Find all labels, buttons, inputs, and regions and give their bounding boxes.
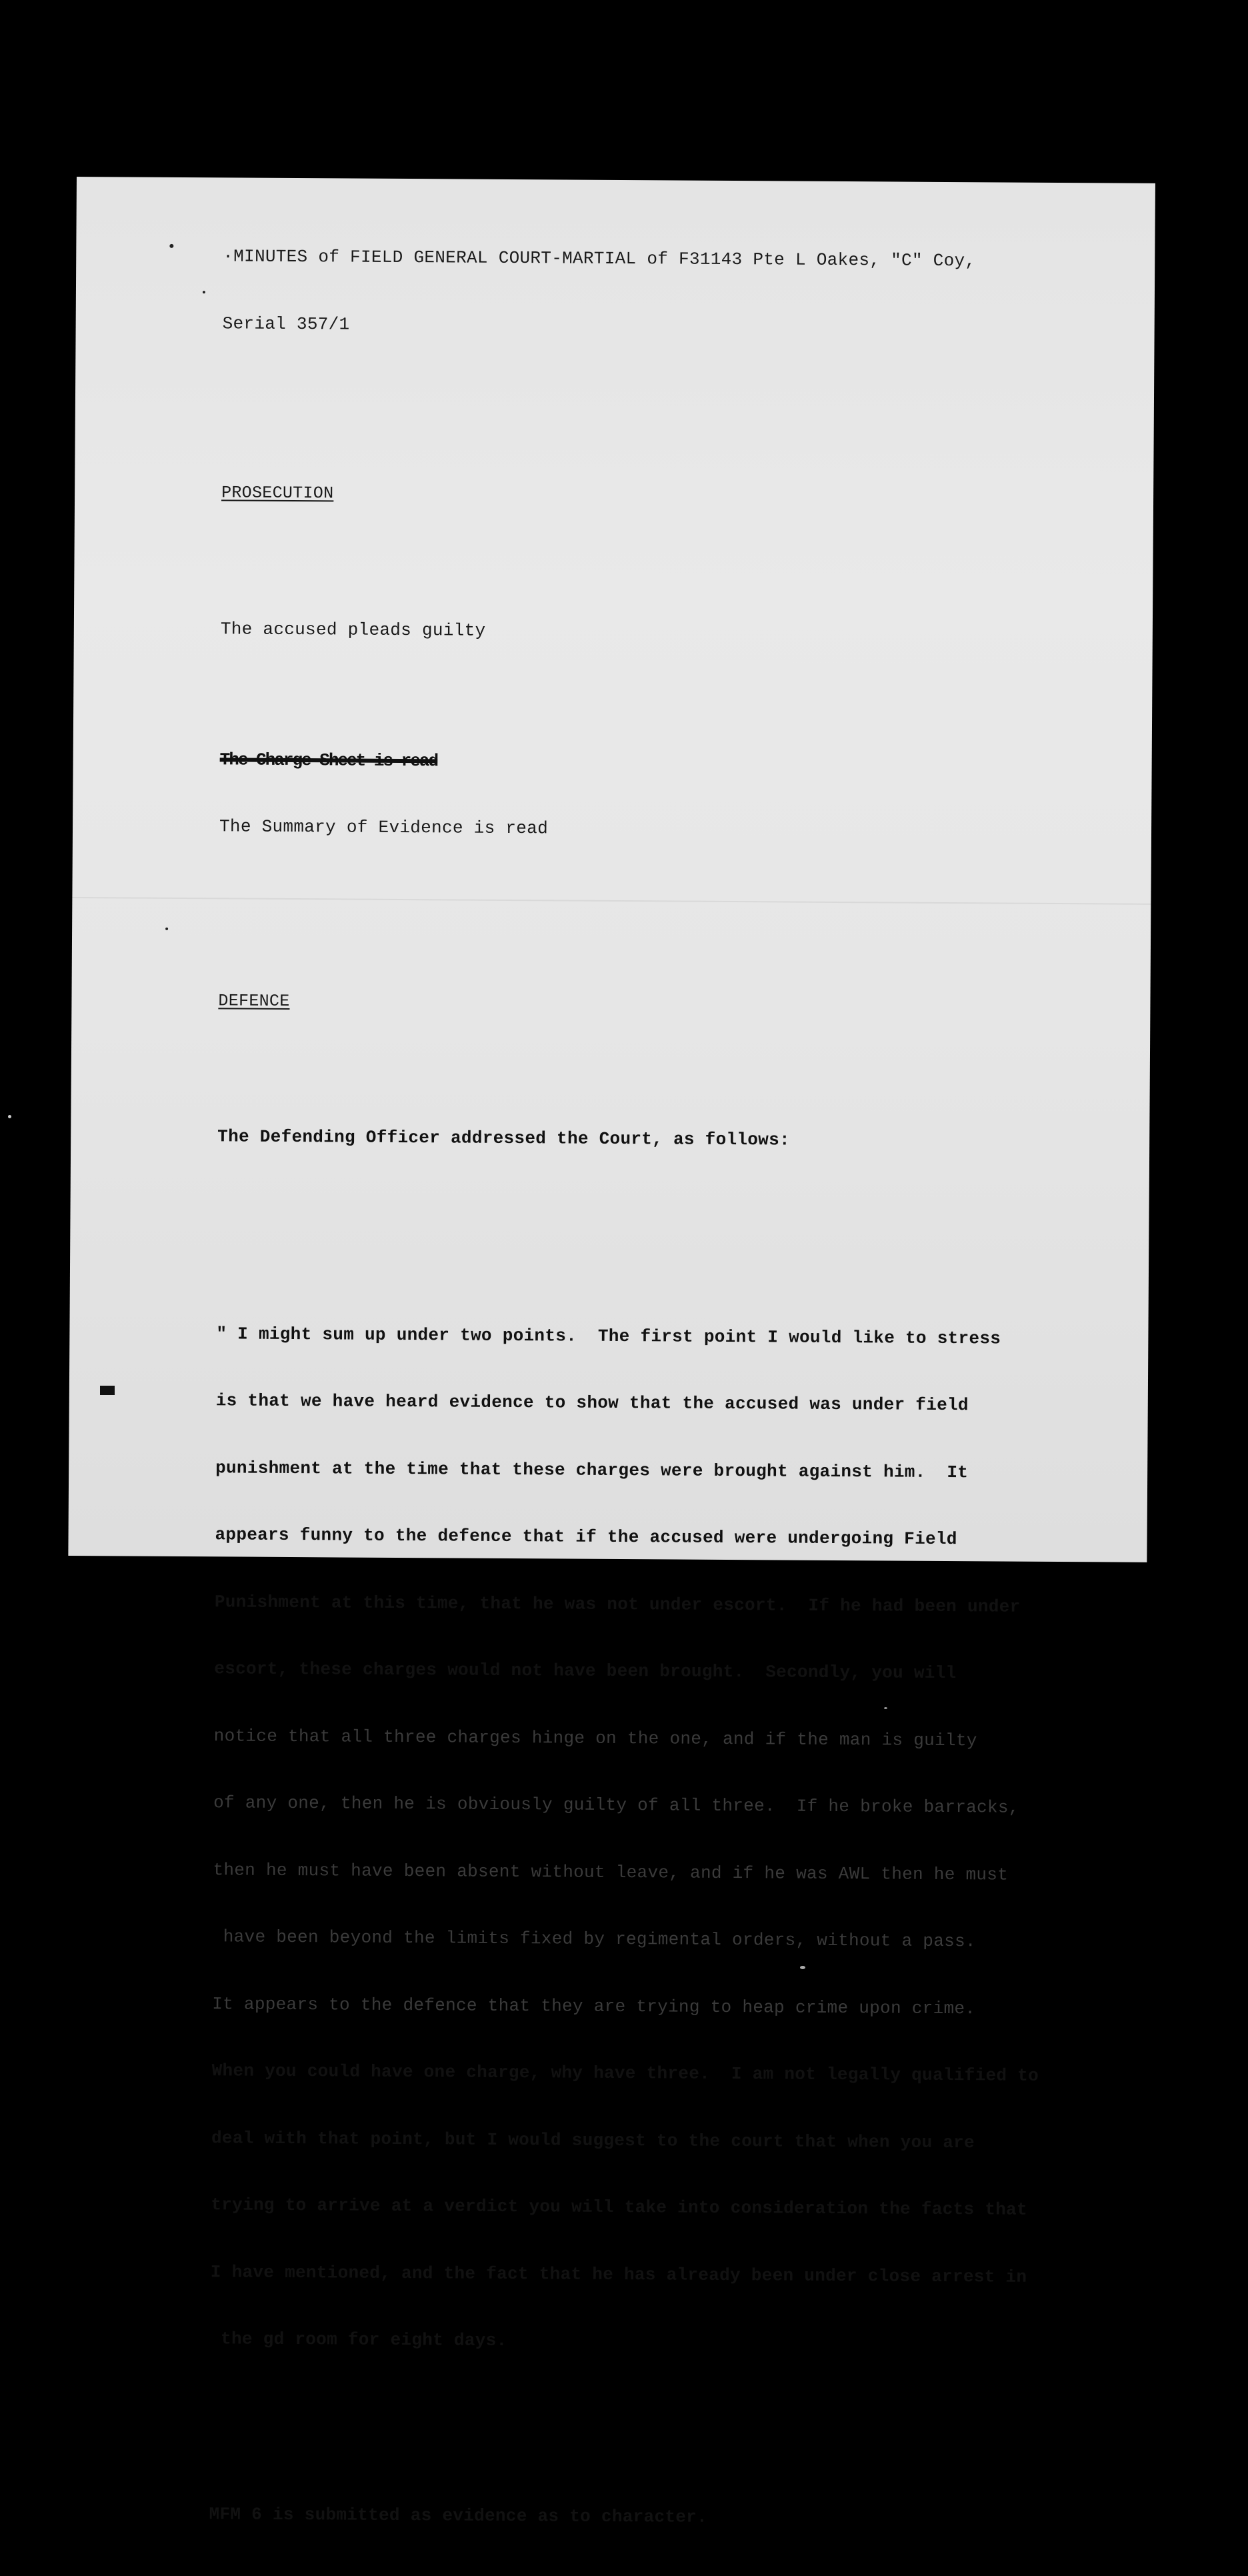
dust-speck	[169, 244, 173, 248]
address-line: of any one, then he is obviously guilty of all three. If he broke barracks,	[213, 1792, 1019, 1818]
prosecution-heading: PROSECUTION	[221, 482, 334, 503]
dust-speck	[165, 928, 168, 930]
document-page	[68, 177, 1155, 2527]
address-line: the gd room for eight days.	[210, 2329, 507, 2351]
address-line: is that we have heard evidence to show that the accused was under field	[215, 1390, 969, 1416]
defence-address	[210, 1278, 1123, 2401]
address-line: It appears to the defence that they are trying to heap crime upon crime.	[212, 1993, 976, 2019]
address-line: trying to arrive at a verdict you will take into consideration the facts that	[211, 2195, 1027, 2220]
dust-speck	[203, 291, 205, 293]
address-line: notice that all three charges hinge on the one, and if the man is guilty	[213, 1725, 977, 1750]
defence-heading: DEFENCE	[218, 991, 290, 1011]
defence-intro: The Defending Officer addressed the Court, as follows:	[217, 1126, 791, 1150]
serial-number: Serial 357/1	[222, 313, 350, 335]
document-title: ·MINUTES of FIELD GENERAL COURT-MARTIAL of F31143 Pte L Oakes, "C" Coy,	[223, 246, 976, 271]
dust-speck	[800, 1966, 805, 1969]
plea-line: The accused pleads guilty	[220, 619, 486, 641]
dust-speck	[884, 1707, 887, 1709]
address-line: When you could have one charge, why have three. I am not legally qualified to	[211, 2061, 1039, 2086]
character-evidence-line: MFM 6 is submitted as evidence as to character.	[209, 2503, 708, 2527]
dust-speck	[8, 1115, 11, 1118]
struck-out-line: The Charge Sheet is read	[219, 749, 438, 771]
address-line: I have mentioned, and the fact that he has already been under close arrest in	[210, 2261, 1027, 2287]
address-line: " I might sum up under two points. The first point I would like to stress	[216, 1323, 1001, 1348]
address-line: then he must have been absent without leave, and if he was AWL then he must	[213, 1859, 1009, 1885]
address-line: appears funny to the defence that if the accused were undergoing Field	[215, 1524, 957, 1550]
address-line: punishment at the time that these charges were brought against him. It	[215, 1457, 969, 1482]
typed-text-block	[209, 201, 1130, 2575]
address-line: have been beyond the limits fixed by regimental orders, without a pass.	[212, 1926, 976, 1952]
address-line: escort, these charges would not have been brought. Secondly, you will	[214, 1658, 957, 1684]
address-line: Punishment at this time, that he was not under escort. If he had been under	[214, 1591, 1021, 1617]
film-edge-mark	[100, 1386, 115, 1395]
address-line: deal with that point, but I would suggest to the court that when you are	[211, 2127, 975, 2153]
summary-of-evidence-line: The Summary of Evidence is read	[219, 816, 549, 839]
